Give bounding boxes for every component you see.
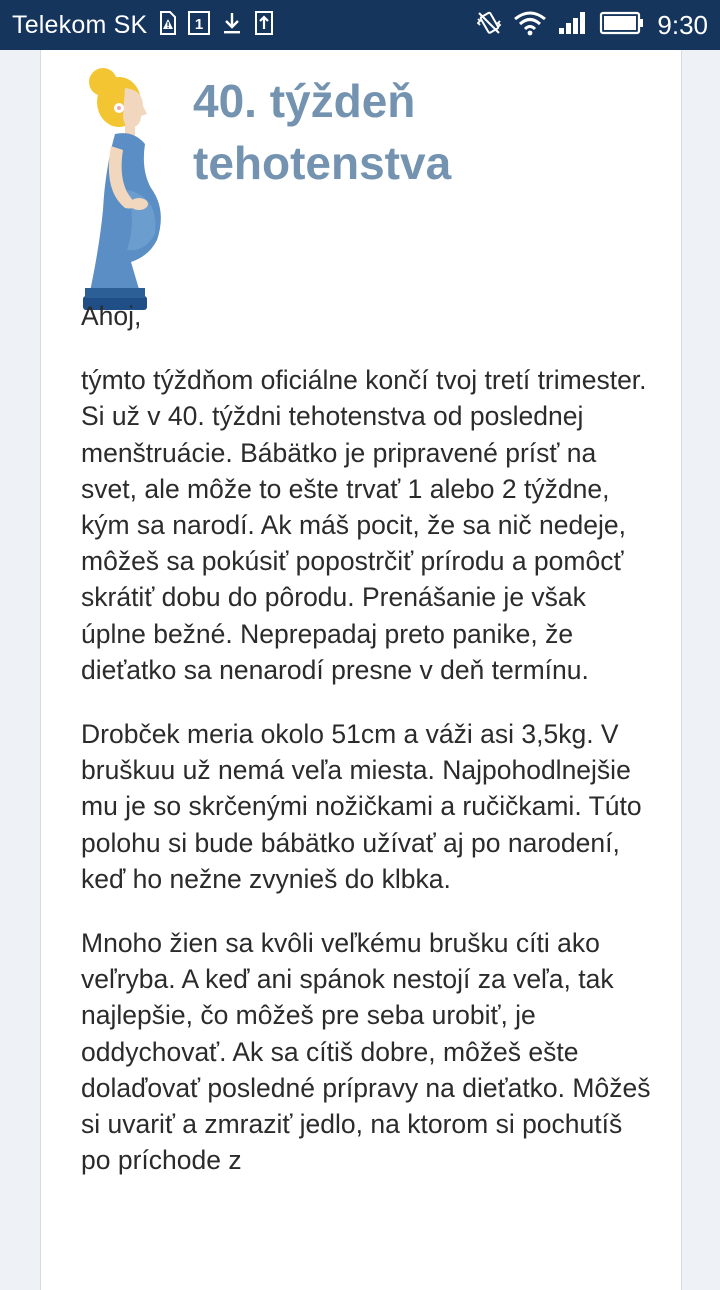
paragraph-greeting: Ahoj, [81, 301, 142, 331]
battery-icon [599, 10, 645, 41]
download-icon [221, 10, 243, 41]
wifi-icon [513, 10, 547, 41]
paragraph-trimester: týmto týždňom oficiálne končí tvoj tretí trimester. Si už v 40. týždni tehotenstva od poslednej menštruácie. Bábätko je pripravené prísť na svet, ale môže to ešte trvať 1 alebo 2 týždne, kým sa narodí. Ak máš pocit, že sa nič nedeje, môžeš sa pokúsiť popostrčiť prírodu a pomôcť skrátiť dobu do pôrodu. Prenášanie je však úplne bežné. Neprepadaj preto panike, že dieťatko sa nenarodí presne v deň termínu. [81, 365, 647, 685]
paragraph-rest: Mnoho žien sa kvôli veľkému brušku cíti ako veľryba. A keď ani spánok nestojí za veľa, tak najlepšie, čo môžeš pre seba urobiť, je oddychovať. Ak sa cítiš dobre, môžeš ešte dolaďovať posledné prípravy na dieťatko. Môžeš si uvariť a zmraziť jedlo, na ktorom si pochutíš po príchode z [81, 928, 651, 1176]
article-card [40, 50, 682, 1290]
sim-1-icon [187, 10, 211, 41]
sim-slot-number: 1 [195, 15, 204, 33]
upload-icon [253, 10, 275, 41]
clock: 9:30 [657, 9, 708, 40]
article-body [81, 298, 653, 1206]
paragraph-baby-size: Drobček meria okolo 51cm a váži asi 3,5kg. V bruškuu už nemá veľa miesta. Najpohodlnejšie mu je so skrčenými nožičkami a ručičkami. Túto polohu si bude bábätko užívať aj po narodení, keď ho nežne zvynieš do klbka. [81, 719, 642, 894]
vibrate-icon [475, 9, 503, 42]
status-bar [0, 0, 720, 50]
sim-alert-icon [157, 10, 177, 41]
title-line-1: 40. týždeň [193, 75, 416, 127]
signal-icon [557, 10, 589, 41]
title-line-2: tehotenstva [193, 137, 452, 189]
pregnant-woman-illustration [81, 60, 191, 316]
carrier-name: Telekom SK [12, 10, 148, 39]
page-title [193, 70, 653, 194]
